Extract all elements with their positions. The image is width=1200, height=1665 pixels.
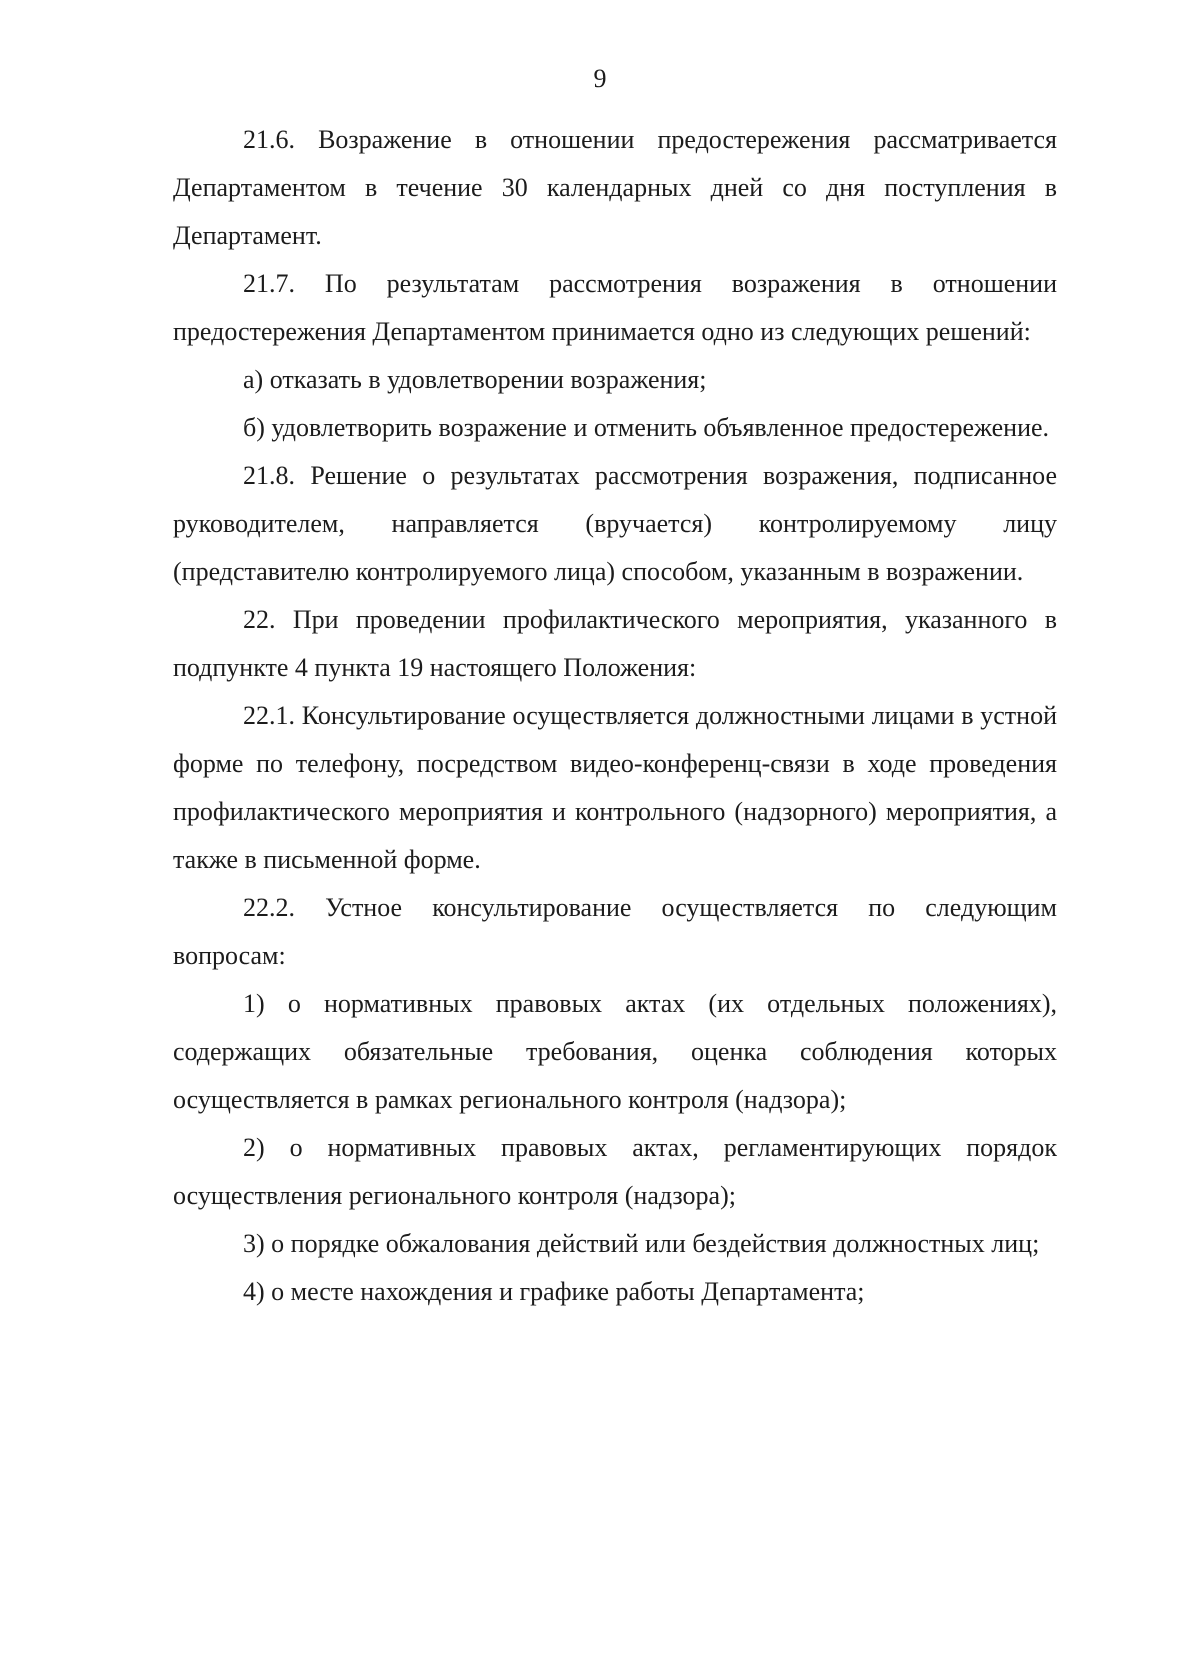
list-item-3: 3) о порядке обжалования действий или бездействия должностных лиц; — [243, 1229, 1040, 1258]
paragraph-22-1: 22.1. Консультирование осуществляется должностными лицами в устной форме по телефону, посредством видео-конференц-связи в ходе проведения профилактического мероприятия и контрольного (надзорного) мероприятия, а также в письменной форме. — [173, 701, 1057, 874]
list-item-2: 2) о нормативных правовых актах, регламентирующих порядок осуществления регионального контроля (надзора); — [173, 1133, 1057, 1210]
paragraph-21-7-a: а) отказать в удовлетворении возражения; — [243, 365, 707, 394]
paragraph-22: 22. При проведении профилактического мероприятия, указанного в подпункте 4 пункта 19 настоящего Положения: — [173, 605, 1057, 682]
paragraph-21-7: 21.7. По результатам рассмотрения возражения в отношении предостережения Департаментом принимается одно из следующих решений: — [173, 269, 1057, 346]
page-number: 9 — [593, 64, 607, 93]
paragraph-21-7-b: б) удовлетворить возражение и отменить объявленное предостережение. — [243, 413, 1050, 442]
document-body — [173, 116, 1057, 1316]
list-item-4: 4) о месте нахождения и графике работы Департамента; — [243, 1277, 865, 1306]
list-item-1: 1) о нормативных правовых актах (их отдельных положениях), содержащих обязательные требования, оценка соблюдения которых осуществляется в рамках регионального контроля (надзора); — [173, 989, 1057, 1114]
paragraph-21-6: 21.6. Возражение в отношении предостережения рассматривается Департаментом в течение 30 календарных дней со дня поступления в Департамент. — [173, 125, 1057, 250]
paragraph-22-2: 22.2. Устное консультирование осуществляется по следующим вопросам: — [173, 893, 1057, 970]
paragraph-21-8: 21.8. Решение о результатах рассмотрения возражения, подписанное руководителем, направляется (вручается) контролируемому лицу (представителю контролируемого лица) способом, указанным в возражении. — [173, 461, 1057, 586]
